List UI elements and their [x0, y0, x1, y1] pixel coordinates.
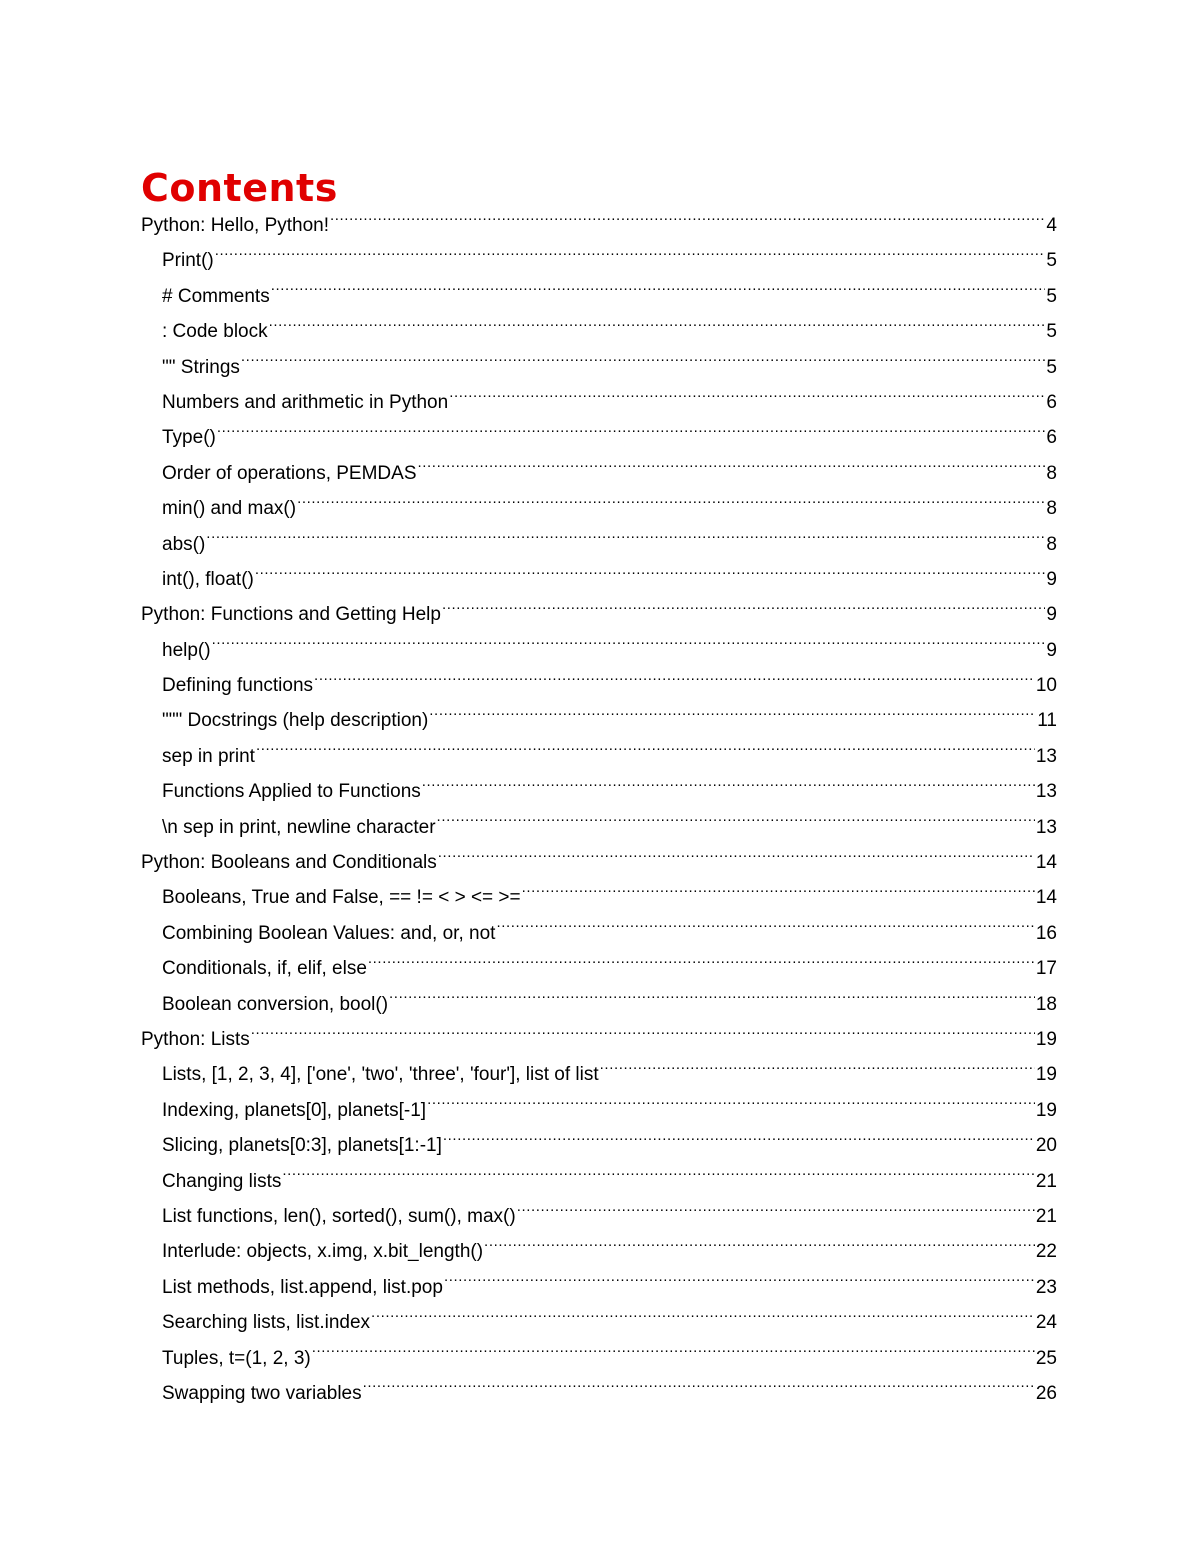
- toc-chapter-entry[interactable]: [141, 845, 1057, 880]
- toc-entry-label: \n sep in print, newline character: [162, 816, 436, 838]
- toc-page-number: 8: [1046, 498, 1057, 520]
- toc-page-number: 10: [1035, 675, 1057, 697]
- toc-entry-label: Numbers and arithmetic in Python: [162, 391, 449, 413]
- toc-page-number: 19: [1035, 1064, 1057, 1086]
- toc-entry-label: : Code block: [162, 321, 268, 343]
- toc-section-entry[interactable]: [141, 1234, 1057, 1269]
- toc-section-entry[interactable]: [141, 987, 1057, 1022]
- toc-page-number: 21: [1035, 1205, 1057, 1227]
- toc-section-entry[interactable]: [141, 243, 1057, 278]
- toc-entry-label: Lists, [1, 2, 3, 4], ['one', 'two', 'three', 'four'], list of list: [162, 1064, 599, 1086]
- toc-dot-leader: [389, 991, 1035, 1010]
- toc-page-number: 20: [1035, 1135, 1057, 1157]
- toc-dot-leader: [215, 247, 1046, 266]
- toc-entry-label: Boolean conversion, bool(): [162, 993, 389, 1015]
- toc-entry-label: abs(): [162, 533, 206, 555]
- toc-page-number: 8: [1046, 462, 1057, 484]
- toc-page-number: 5: [1046, 321, 1057, 343]
- toc-dot-leader: [363, 1380, 1035, 1399]
- toc-page-number: 6: [1046, 427, 1057, 449]
- toc-entry-label: Changing lists: [162, 1170, 282, 1192]
- toc-page-number: 9: [1046, 568, 1057, 590]
- toc-page-number: 9: [1046, 639, 1057, 661]
- toc-dot-leader: [251, 1026, 1035, 1045]
- toc-section-entry[interactable]: [141, 562, 1057, 597]
- toc-entry-label: Type(): [162, 427, 216, 449]
- toc-dot-leader: [418, 460, 1046, 479]
- toc-entry-label: Python: Lists: [141, 1028, 250, 1050]
- toc-section-entry[interactable]: [141, 350, 1057, 385]
- toc-dot-leader: [449, 389, 1045, 408]
- toc-dot-leader: [368, 955, 1035, 974]
- toc-section-entry[interactable]: [141, 1270, 1057, 1305]
- toc-dot-leader: [437, 814, 1035, 833]
- toc-section-entry[interactable]: [141, 420, 1057, 455]
- toc-dot-leader: [371, 1309, 1035, 1328]
- toc-section-entry[interactable]: [141, 1128, 1057, 1163]
- toc-page-number: 4: [1046, 215, 1057, 236]
- toc-dot-leader: [444, 1274, 1035, 1293]
- toc-entry-label: Interlude: objects, x.img, x.bit_length(): [162, 1241, 484, 1263]
- toc-dot-leader: [522, 884, 1035, 903]
- toc-section-entry[interactable]: [141, 1376, 1057, 1411]
- toc-entry-label: List methods, list.append, list.pop: [162, 1276, 443, 1298]
- toc-entry-label: Defining functions: [162, 675, 314, 697]
- toc-entry-label: """ Docstrings (help description): [162, 710, 429, 732]
- toc-dot-leader: [443, 1132, 1035, 1151]
- toc-section-entry[interactable]: [141, 951, 1057, 986]
- toc-page-number: 24: [1035, 1312, 1057, 1334]
- toc-entry-label: Slicing, planets[0:3], planets[1:-1]: [162, 1135, 442, 1157]
- toc-page-number: 13: [1035, 745, 1057, 767]
- toc-section-entry[interactable]: [141, 739, 1057, 774]
- toc-section-entry[interactable]: [141, 527, 1057, 562]
- toc-entry-label: Combining Boolean Values: and, or, not: [162, 922, 496, 944]
- toc-entry-label: Print(): [162, 250, 214, 272]
- toc-section-entry[interactable]: [141, 880, 1057, 915]
- toc-page-number: 25: [1035, 1347, 1057, 1369]
- toc-entry-label: Indexing, planets[0], planets[-1]: [162, 1099, 427, 1121]
- toc-page-number: 5: [1046, 356, 1057, 378]
- toc-chapter-entry[interactable]: [141, 1022, 1057, 1057]
- toc-page-number: 13: [1035, 816, 1057, 838]
- toc-dot-leader: [255, 566, 1046, 585]
- toc-page-number: 26: [1035, 1382, 1057, 1404]
- toc-page-number: 16: [1035, 922, 1057, 944]
- toc-page-number: 11: [1037, 710, 1057, 732]
- toc-entry-label: List functions, len(), sorted(), sum(), max(): [162, 1205, 516, 1227]
- toc-entry-label: Python: Functions and Getting Help: [141, 604, 441, 626]
- toc-page-number: 5: [1046, 250, 1057, 272]
- toc-page-number: 14: [1035, 852, 1057, 874]
- toc-section-entry[interactable]: [141, 703, 1057, 738]
- toc-section-entry[interactable]: [141, 668, 1057, 703]
- toc-page-number: 8: [1046, 533, 1057, 555]
- toc-section-entry[interactable]: [141, 1341, 1057, 1376]
- toc-dot-leader: [438, 849, 1035, 868]
- toc-page-number: 19: [1035, 1028, 1057, 1050]
- toc-entry-label: sep in print: [162, 745, 255, 767]
- toc-dot-leader: [427, 1097, 1035, 1116]
- toc-entry-label: Booleans, True and False, == != < > <= >=: [162, 887, 521, 909]
- toc-section-entry[interactable]: [141, 916, 1057, 951]
- table-of-contents: [141, 208, 1057, 1411]
- toc-entry-label: Tuples, t=(1, 2, 3): [162, 1347, 311, 1369]
- toc-page-number: 22: [1035, 1241, 1057, 1263]
- toc-section-entry[interactable]: [141, 456, 1057, 491]
- toc-chapter-entry[interactable]: [141, 597, 1057, 632]
- toc-section-entry[interactable]: [141, 491, 1057, 526]
- toc-dot-leader: [241, 354, 1046, 373]
- toc-section-entry[interactable]: [141, 1199, 1057, 1234]
- toc-entry-label: Swapping two variables: [162, 1382, 362, 1404]
- toc-dot-leader: [442, 601, 1045, 620]
- toc-entry-label: # Comments: [162, 285, 270, 307]
- toc-page-number: 21: [1035, 1170, 1057, 1192]
- toc-page-number: 18: [1035, 993, 1057, 1015]
- toc-dot-leader: [312, 1345, 1035, 1364]
- toc-section-entry[interactable]: [141, 1093, 1057, 1128]
- toc-title: Contents: [141, 166, 338, 210]
- toc-section-entry[interactable]: [141, 1305, 1057, 1340]
- toc-dot-leader: [206, 531, 1045, 550]
- toc-page-number: 23: [1035, 1276, 1057, 1298]
- toc-section-entry[interactable]: [141, 314, 1057, 349]
- toc-entry-label: min() and max(): [162, 498, 297, 520]
- toc-section-entry[interactable]: [141, 385, 1057, 420]
- toc-dot-leader: [269, 318, 1046, 337]
- toc-section-entry[interactable]: [141, 810, 1057, 845]
- toc-dot-leader: [282, 1168, 1035, 1187]
- toc-dot-leader: [429, 707, 1036, 726]
- toc-section-entry[interactable]: [141, 279, 1057, 314]
- toc-page-number: 13: [1035, 781, 1057, 803]
- toc-entry-label: "" Strings: [162, 356, 240, 378]
- toc-page-number: 19: [1035, 1099, 1057, 1121]
- toc-entry-label: Searching lists, list.index: [162, 1312, 371, 1334]
- toc-entry-label: Python: Hello, Python!: [141, 215, 329, 236]
- toc-dot-leader: [517, 1203, 1035, 1222]
- toc-page-number: 9: [1046, 604, 1057, 626]
- toc-entry-label: Python: Booleans and Conditionals: [141, 852, 437, 874]
- toc-page-number: 17: [1035, 958, 1057, 980]
- toc-dot-leader: [422, 778, 1035, 797]
- toc-dot-leader: [600, 1061, 1035, 1080]
- toc-dot-leader: [212, 637, 1046, 656]
- toc-dot-leader: [256, 743, 1035, 762]
- toc-page-number: 6: [1046, 391, 1057, 413]
- toc-dot-leader: [330, 212, 1045, 231]
- toc-entry-label: Conditionals, if, elif, else: [162, 958, 367, 980]
- toc-section-entry[interactable]: [141, 1164, 1057, 1199]
- toc-page-number: 14: [1035, 887, 1057, 909]
- toc-dot-leader: [297, 495, 1045, 514]
- toc-entry-label: Order of operations, PEMDAS: [162, 462, 417, 484]
- toc-dot-leader: [496, 920, 1034, 939]
- toc-section-entry[interactable]: [141, 1057, 1057, 1092]
- toc-page-number: 5: [1046, 285, 1057, 307]
- toc-dot-leader: [217, 424, 1046, 443]
- toc-chapter-entry[interactable]: [141, 208, 1057, 243]
- toc-dot-leader: [484, 1238, 1035, 1257]
- toc-section-entry[interactable]: [141, 774, 1057, 809]
- toc-section-entry[interactable]: [141, 633, 1057, 668]
- toc-entry-label: help(): [162, 639, 211, 661]
- toc-dot-leader: [271, 283, 1046, 302]
- toc-entry-label: int(), float(): [162, 568, 254, 590]
- toc-entry-label: Functions Applied to Functions: [162, 781, 421, 803]
- toc-dot-leader: [314, 672, 1035, 691]
